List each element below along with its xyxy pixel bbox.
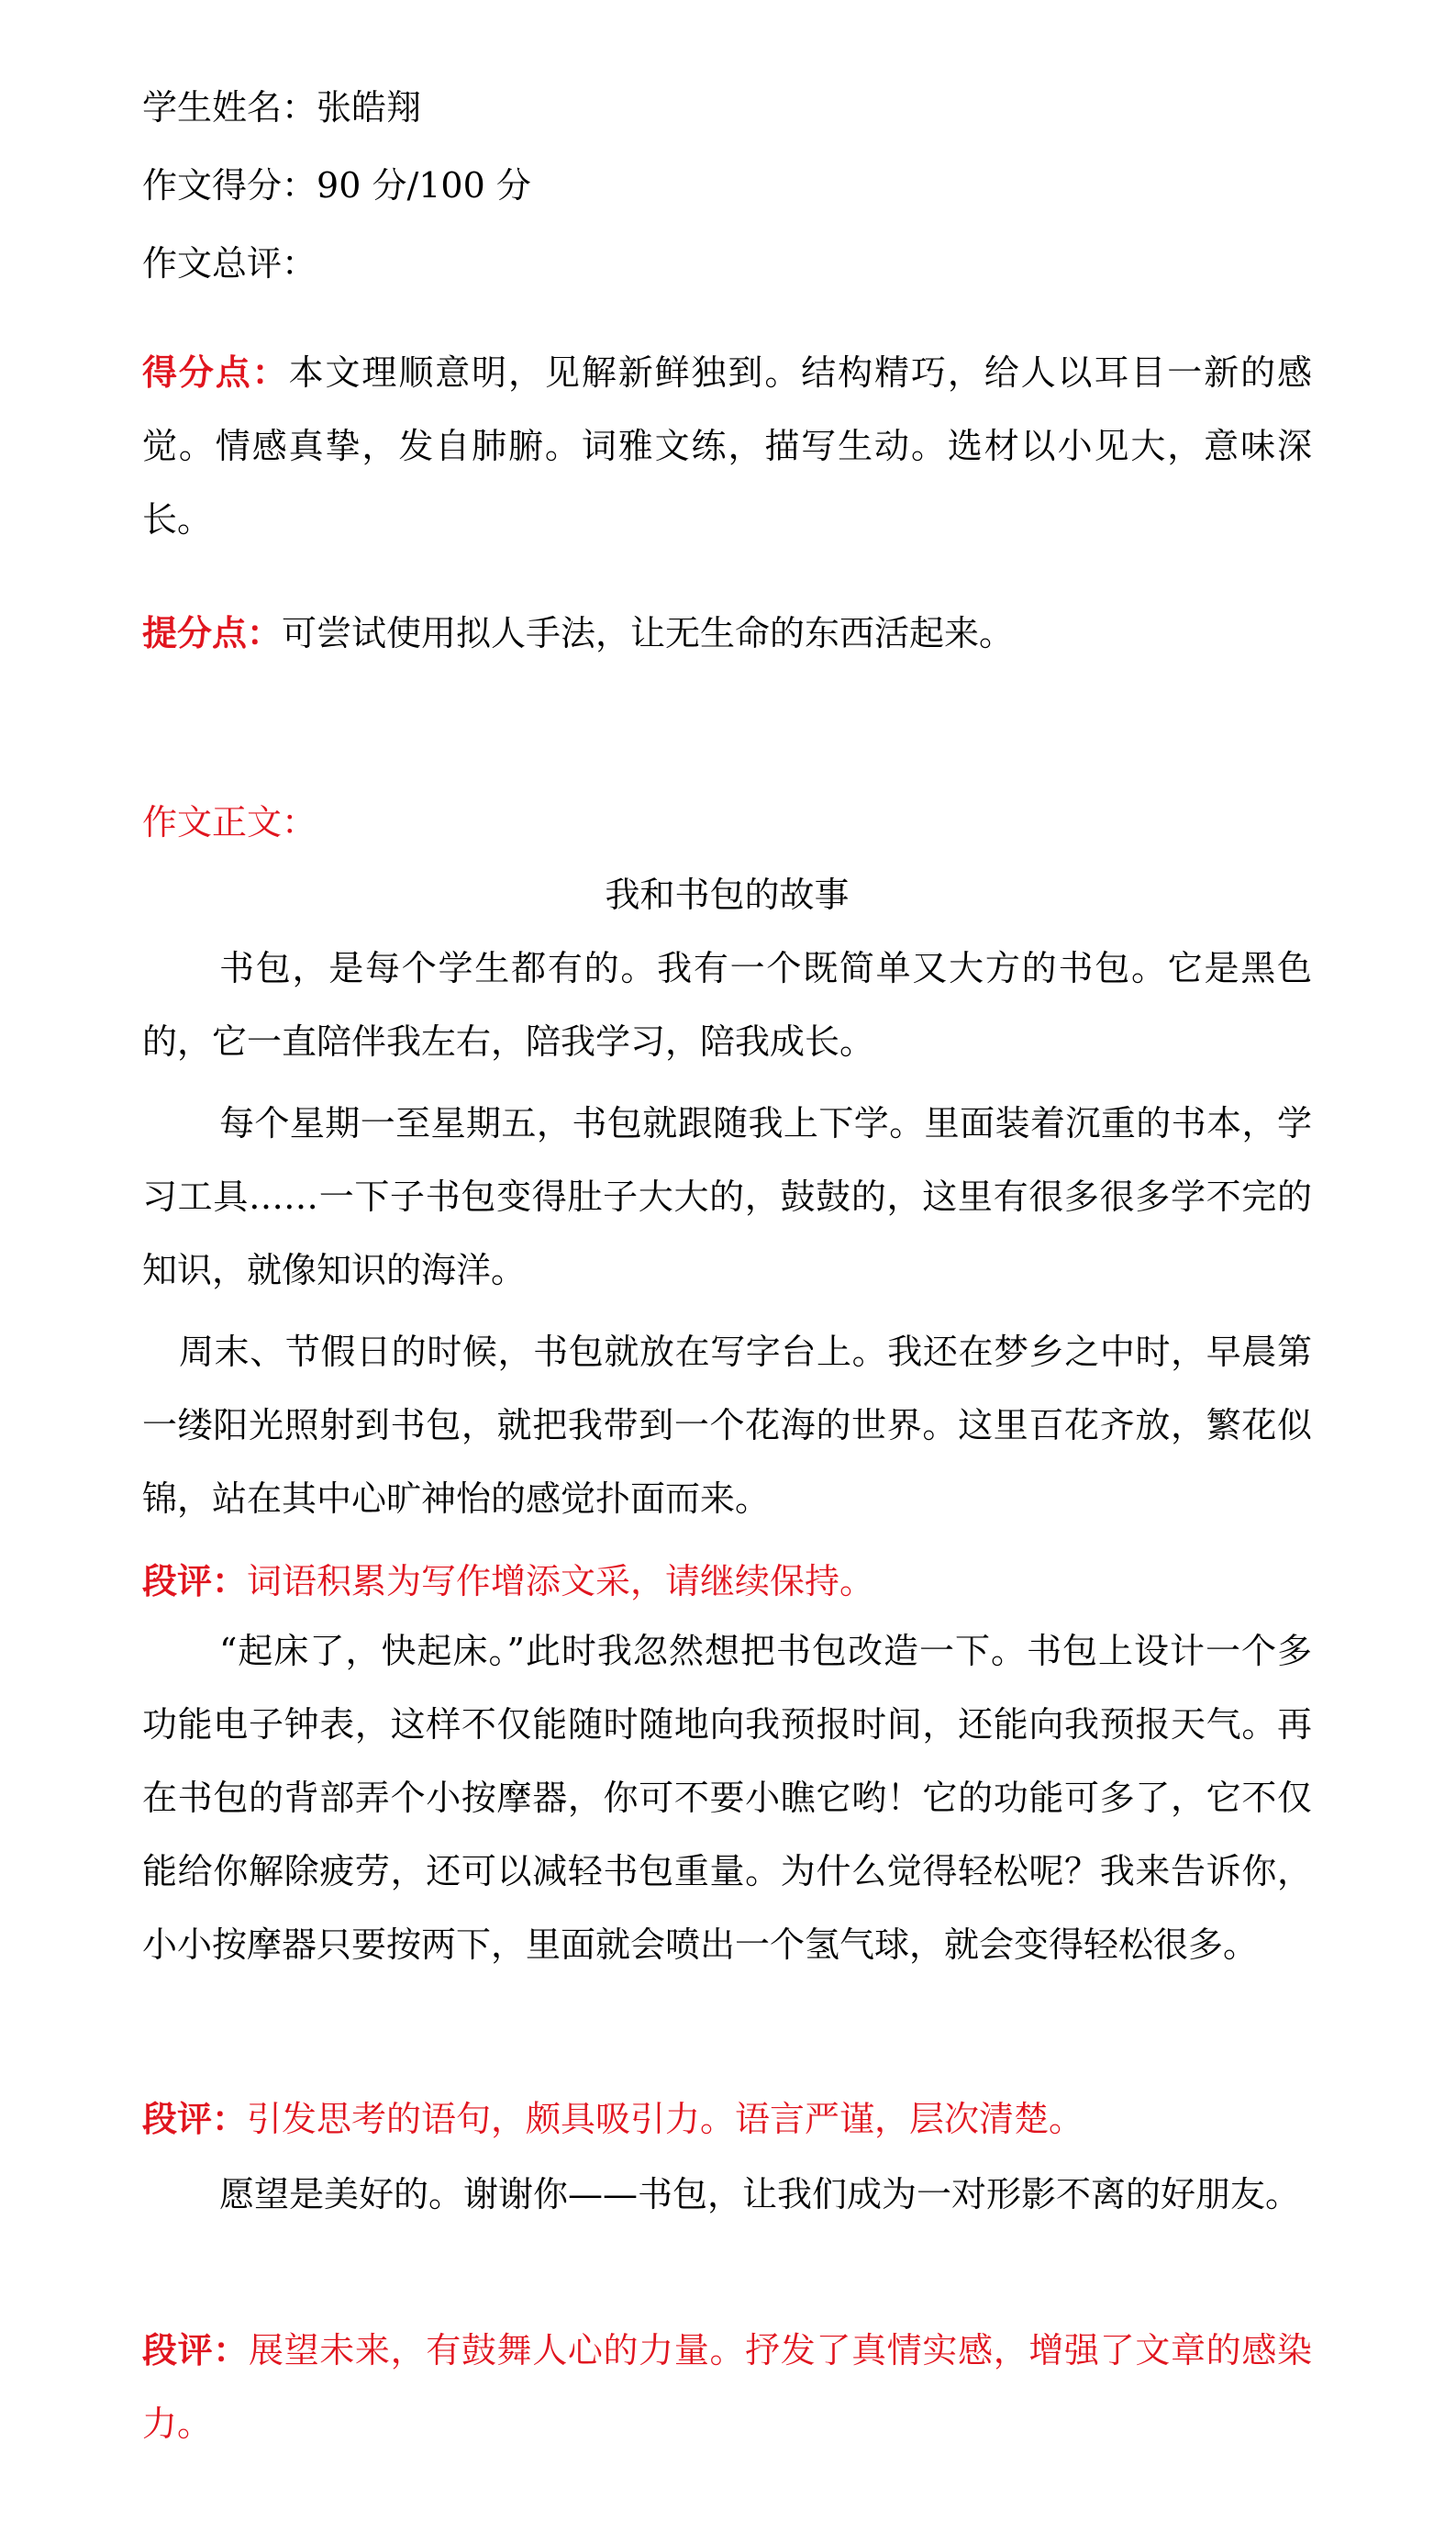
paragraph-comment-1-text: 词语积累为写作增添文采，请继续保持。	[247, 1561, 875, 1601]
student-name-line	[142, 87, 422, 128]
improvement-comment	[142, 597, 1312, 670]
overall-review-label: 作文总评：	[142, 243, 317, 284]
merit-comment	[142, 336, 1312, 556]
improvement-label: 提分点：	[142, 613, 283, 653]
essay-section-label: 作文正文：	[142, 802, 317, 842]
paragraph-comment-3	[142, 2314, 1312, 2460]
paragraph-comment-1	[142, 1545, 1312, 1618]
paragraph-comment-2-label: 段评：	[142, 2099, 248, 2139]
essay-paragraph-5: 愿望是美好的。谢谢你——书包，让我们成为一对形影不离的好朋友。	[219, 2174, 1301, 2214]
paragraph-comment-2-text: 引发思考的语句，颇具吸引力。语言严谨，层次清楚。	[247, 2099, 1084, 2139]
paragraph-comment-3-label: 段评：	[142, 2330, 249, 2370]
essay-paragraph-4: “起床了，快起床。”此时我忽然想把书包改造一下。书包上设计一个多功能电子钟表，这样不仅能随时随地向我预报时间，还能向我预报天气。再在书包的背部弄个小按摩器，你可不要小瞧它哟！它的功能可多了，它不仅能给你解除疲劳，还可以减轻书包重量。为什么觉得轻松呢？我来告诉你，小小按摩器只要按两下，里面就会喷出一个氢气球，就会变得轻松很多。	[142, 1631, 1312, 1965]
essay-paragraph-1: 书包，是每个学生都有的。我有一个既简单又大方的书包。它是黑色的，它一直陪伴我左右，陪我学习，陪我成长。	[142, 948, 1312, 1062]
score-value: 90 分/100 分	[317, 165, 531, 206]
improvement-text: 可尝试使用拟人手法，让无生命的东西活起来。	[282, 613, 1015, 653]
overall-review-line	[142, 243, 317, 284]
paragraph-comment-2	[142, 2082, 1312, 2156]
essay-paragraph-3: 周末、节假日的时候，书包就放在写字台上。我还在梦乡之中时，早晨第一缕阳光照射到书包，就把我带到一个花海的世界。这里百花齐放，繁花似锦，站在其中心旷神怡的感觉扑面而来。	[142, 1332, 1312, 1519]
paragraph-comment-1-label: 段评：	[142, 1561, 248, 1601]
essay-section-line	[142, 802, 317, 842]
merit-text: 本文理顺意明，见解新鲜独到。结构精巧，给人以耳目一新的感觉。情感真挚，发自肺腑。词雅文练，描写生动。选材以小见大，意味深长。	[142, 352, 1312, 540]
paragraph-comment-3-text: 展望未来，有鼓舞人心的力量。抒发了真情实感，增强了文章的感染力。	[142, 2330, 1312, 2444]
essay-title: 我和书包的故事	[605, 875, 850, 915]
essay-paragraph-2: 每个星期一至星期五，书包就跟随我上下学。里面装着沉重的书本，学习工具……一下子书包变得肚子大大的，鼓鼓的，这里有很多很多学不完的知识，就像知识的海洋。	[142, 1103, 1312, 1290]
student-name-label: 学生姓名：	[142, 87, 317, 128]
score-label: 作文得分：	[142, 165, 317, 206]
score-line	[142, 165, 531, 206]
student-name: 张皓翔	[317, 87, 422, 128]
merit-label: 得分点：	[142, 352, 289, 393]
